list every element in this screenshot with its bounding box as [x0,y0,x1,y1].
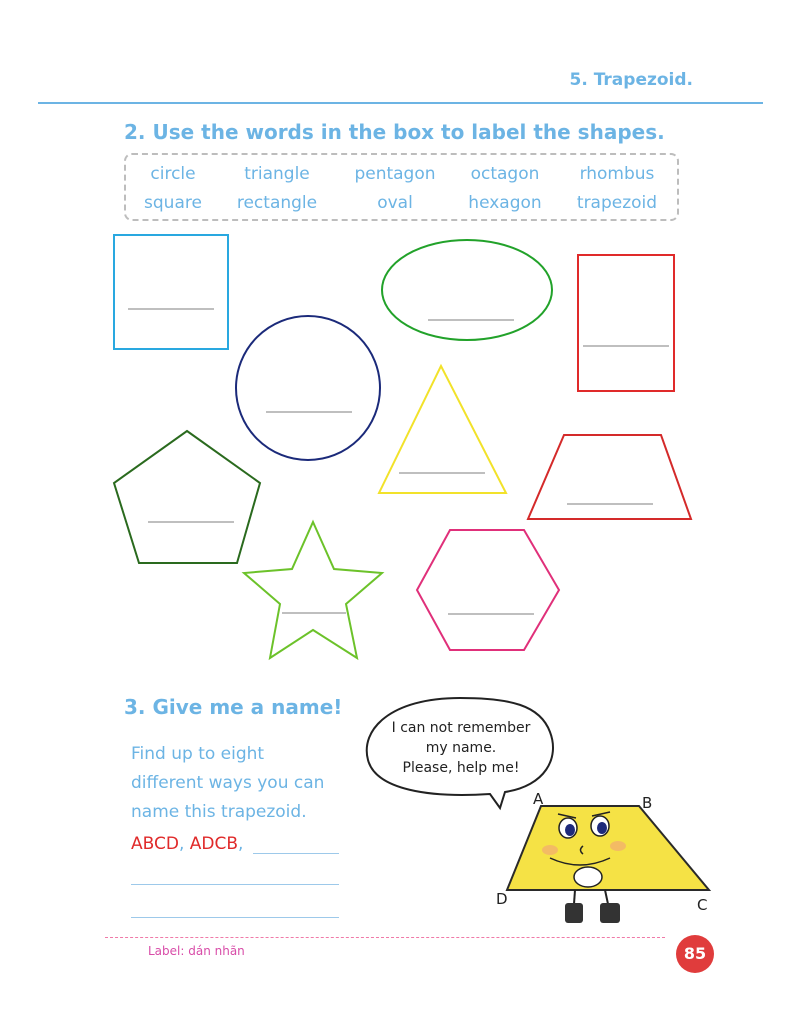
trapezoid-character-body [507,806,709,890]
speech-line-2: my name. [425,740,497,756]
shape-square [114,235,228,349]
vertex-label-a: A [533,790,544,808]
word-square: square [144,193,202,213]
answer-separator: , [178,834,185,854]
answer-separator: , [238,834,244,854]
page-number: 85 [676,935,714,973]
shape-oval [382,240,552,340]
right-shoe-icon [600,903,620,923]
word-circle: circle [150,164,196,184]
page-header-title: 5. Trapezoid. [569,70,693,90]
footer-divider [105,937,665,938]
shape-rectangle [578,255,674,391]
shape-hexagon [417,530,559,650]
section-3-title: 3. Give me a name! [124,695,343,719]
footer-label: Label: dán nhãn [148,944,245,958]
word-triangle: triangle [244,164,310,184]
answer-blank-2[interactable] [131,884,339,885]
answer-blank-1[interactable] [253,853,339,854]
vertex-label-d: D [496,890,508,908]
instruction-line-2: different ways you can [131,773,325,793]
vertex-label-b: B [642,794,653,812]
word-rhombus: rhombus [579,164,655,184]
word-hexagon: hexagon [468,193,542,213]
answer-abcd: ABCD [131,834,179,854]
instruction-line-3: name this trapezoid. [131,802,307,822]
hands-icon [574,867,602,887]
shape-trapezoid [528,435,691,519]
speech-line-3: Please, help me! [402,760,520,776]
word-rectangle: rectangle [236,193,318,213]
shape-star [244,522,382,658]
instruction-line-1: Find up to eight [131,744,265,764]
answer-blank-3[interactable] [131,917,339,918]
word-octagon: octagon [470,164,540,184]
speech-line-1: I can not remember [391,720,531,736]
shape-pentagon [114,431,260,563]
word-pentagon: pentagon [354,164,436,184]
answer-adcb: ADCB [189,834,239,854]
section-2-title: 2. Use the words in the box to label the shapes. [124,120,665,144]
speech-bubble-text [380,718,542,778]
left-shoe-icon [565,903,583,923]
example-answers [131,834,243,854]
instruction-text [131,740,371,827]
shape-triangle [379,366,506,493]
word-trapezoid: trapezoid [576,193,658,213]
shape-circle [236,316,380,460]
vertex-label-c: C [697,896,708,914]
word-oval: oval [377,193,413,213]
